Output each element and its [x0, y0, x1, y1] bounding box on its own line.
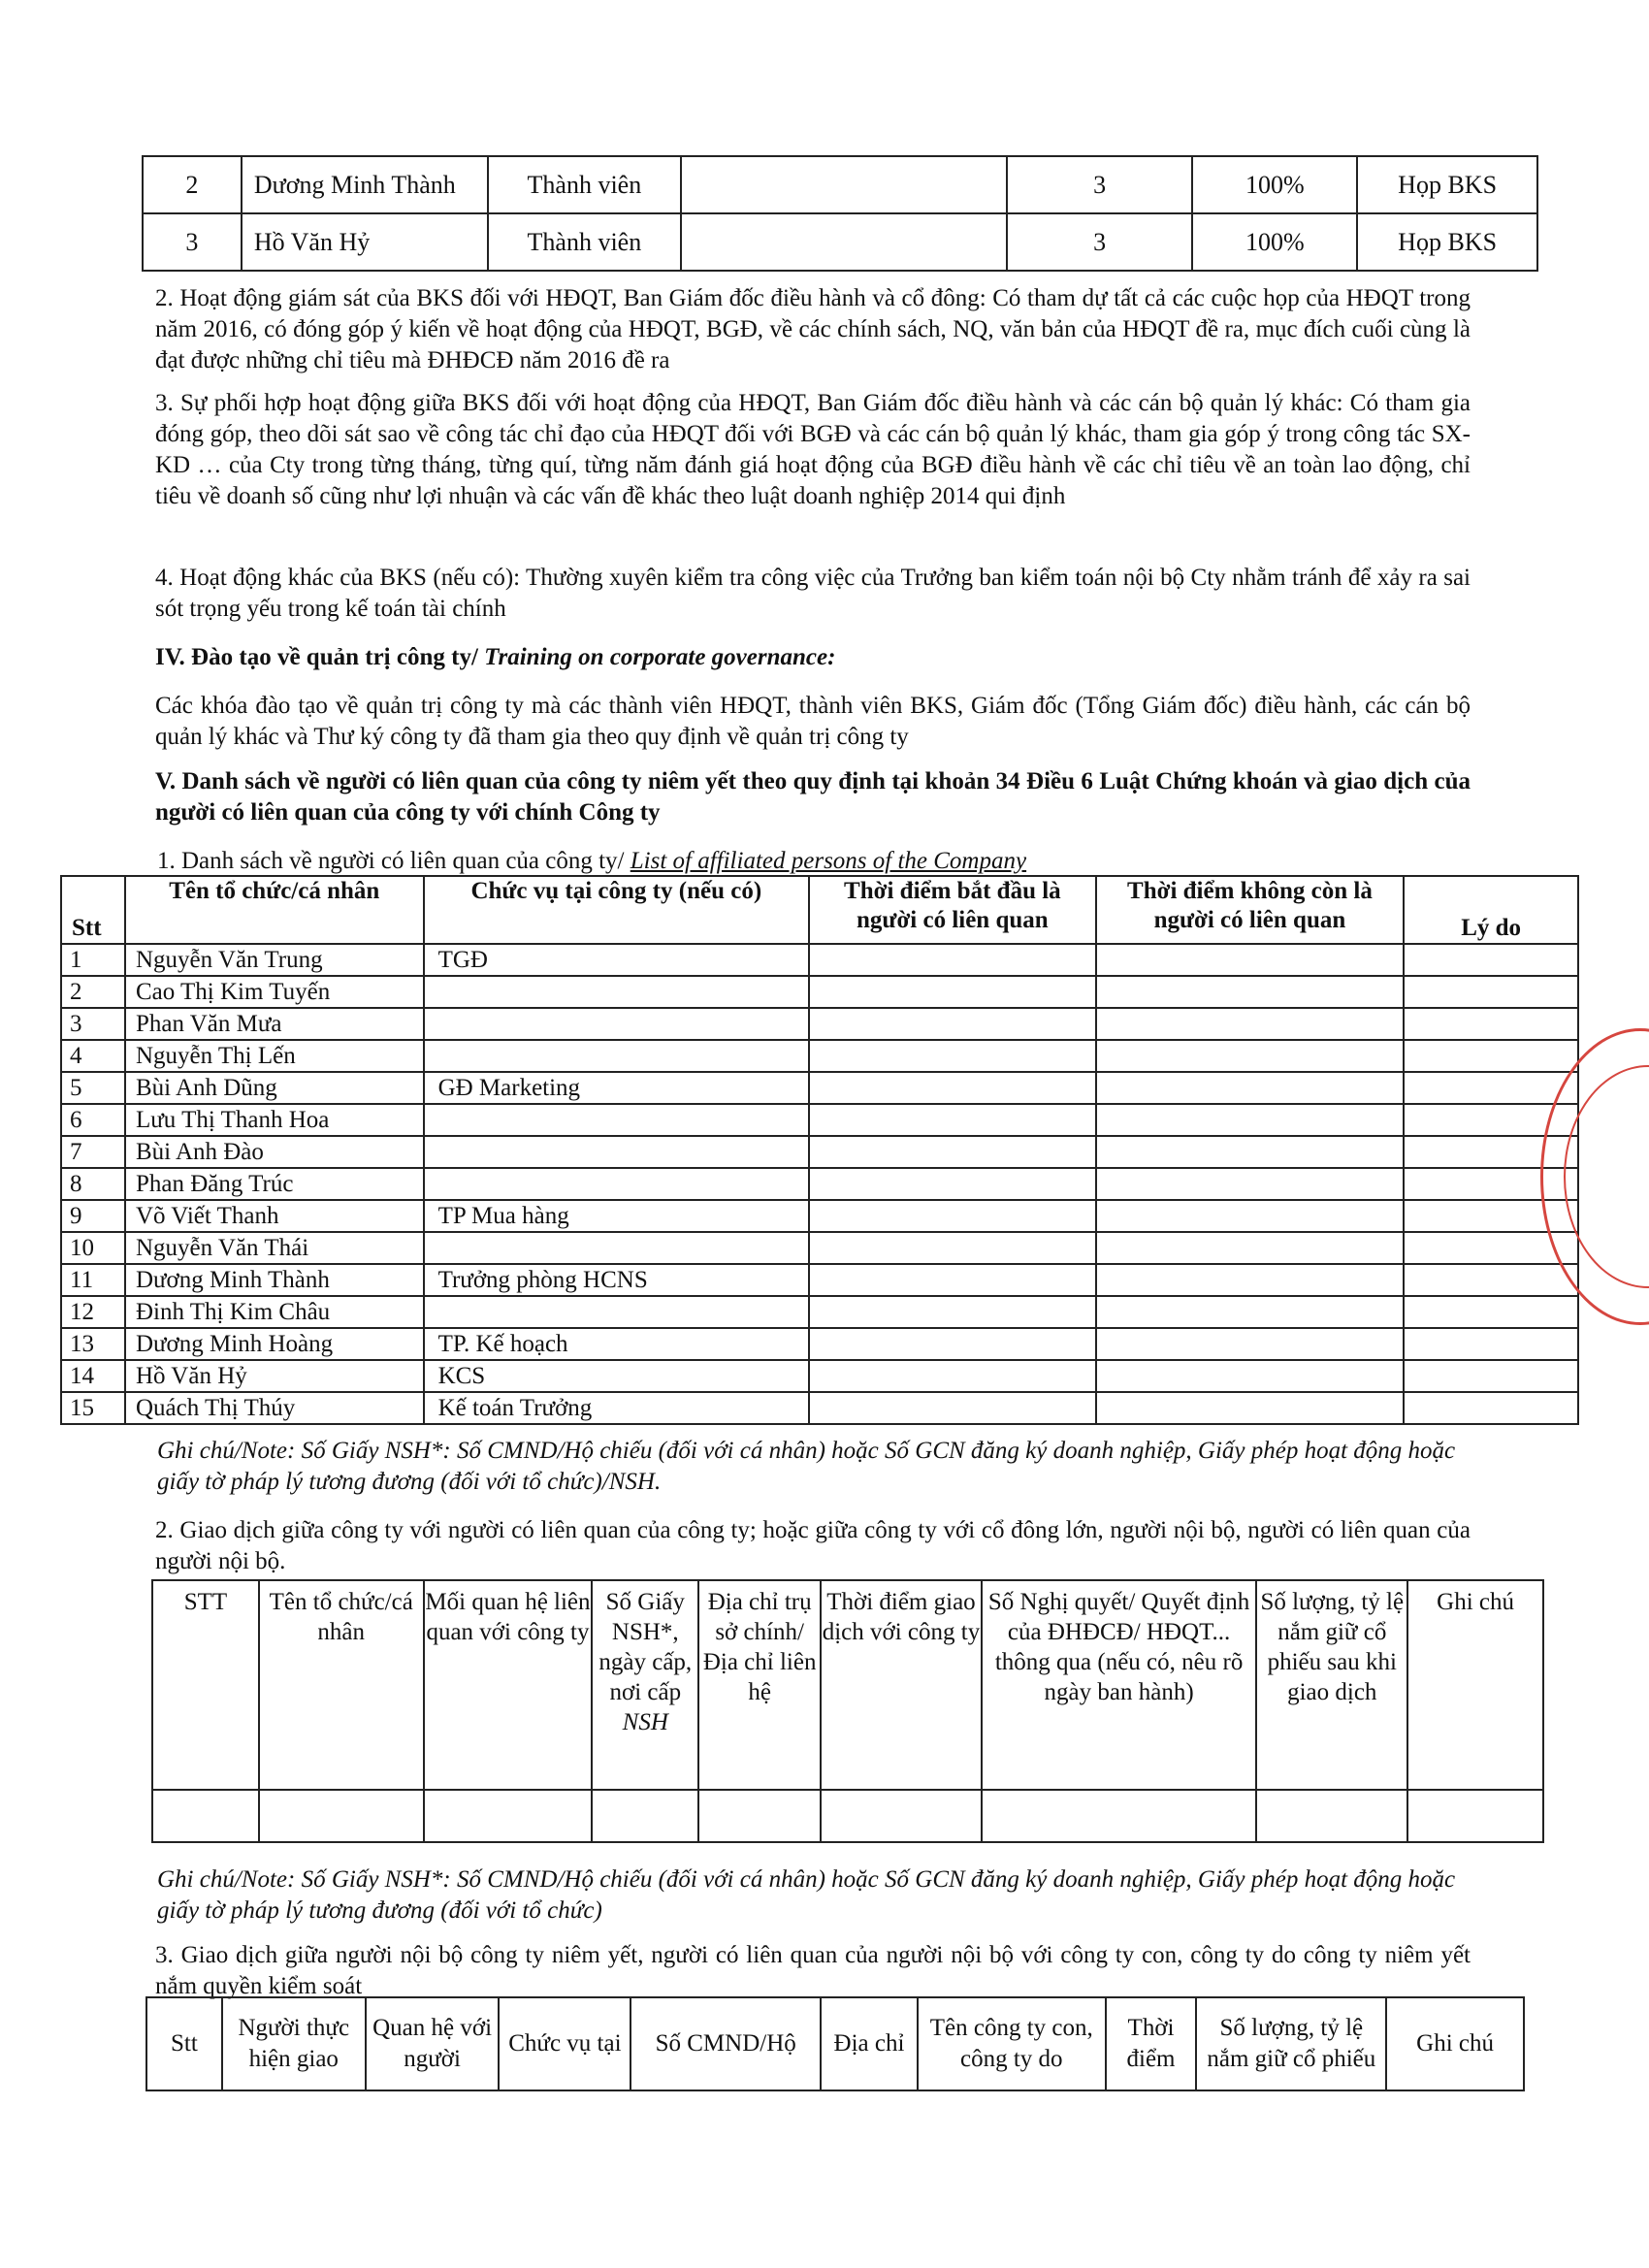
header-stt: Stt: [146, 1997, 222, 2090]
row-end-time: [1096, 1104, 1405, 1136]
header-nsh: [592, 1580, 698, 1790]
header-start-time: Thời điểm bắt đầu là người có liên quan: [809, 876, 1096, 944]
attendance-rate: 100%: [1192, 156, 1357, 213]
row-start-time: [809, 1072, 1096, 1104]
meeting-count: 3: [1007, 213, 1193, 271]
row-start-time: [809, 1200, 1096, 1232]
table-row: [61, 976, 1578, 1008]
row-name: Hồ Văn Hỷ: [125, 1360, 424, 1392]
section-iv-title: IV. Đào tạo về quản trị công ty/: [155, 644, 485, 670]
table-row: [143, 213, 1537, 271]
table-header-row: [152, 1580, 1543, 1790]
paragraph-training: Các khóa đào tạo về quản trị công ty mà các thành viên HĐQT, thành viên BKS, Giám đốc (Tổng Giám đốc) điều hành, các cán bộ quản lý khác và Thư ký công ty đã tham gia theo quy định về quản trị công ty: [155, 693, 1471, 750]
row-stt: 9: [61, 1200, 125, 1232]
row-stt: 7: [61, 1136, 125, 1168]
row-position: [424, 976, 810, 1008]
member-name: Dương Minh Thành: [242, 156, 488, 213]
row-end-time: [1096, 1296, 1405, 1328]
header-reason: Lý do: [1404, 876, 1578, 944]
row-name: Cao Thị Kim Tuyến: [125, 976, 424, 1008]
empty-cell: [698, 1790, 821, 1842]
header-shares: Số lượng, tỷ lệ nắm giữ cổ phiếu: [1196, 1997, 1386, 2090]
row-position: TP Mua hàng: [424, 1200, 810, 1232]
header-nsh-text: Số Giấy NSH*, ngày cấp, nơi cấp: [598, 1589, 693, 1705]
row-reason: [1404, 1008, 1578, 1040]
row-position: [424, 1232, 810, 1264]
row-position: TGĐ: [424, 944, 810, 976]
table-header-row: [61, 876, 1578, 944]
row-position: TP. Kế hoạch: [424, 1328, 810, 1360]
note-nsh-2: Ghi chú/Note: Số Giấy NSH*: Số CMND/Hộ chiếu (đối với cá nhân) hoặc Số GCN đăng ký doanh nghiệp, Giấy phép hoạt động hoặc giấy tờ pháp lý tương đương (đối với tổ chức): [157, 1866, 1456, 1924]
header-executor: Người thực hiện giao: [222, 1997, 366, 2090]
row-name: Bùi Anh Đào: [125, 1136, 424, 1168]
header-end-time: Thời điểm không còn là người có liên quan: [1096, 876, 1405, 944]
row-end-time: [1096, 1008, 1405, 1040]
empty-cell: [821, 1790, 982, 1842]
blank-cell: [681, 156, 1006, 213]
row-name: Nguyễn Văn Thái: [125, 1232, 424, 1264]
empty-cell: [424, 1790, 593, 1842]
row-start-time: [809, 1232, 1096, 1264]
row-position: [424, 1008, 810, 1040]
row-start-time: [809, 1008, 1096, 1040]
header-resolution: Số Nghị quyết/ Quyết định của ĐHĐCĐ/ HĐQT... thông qua (nếu có, nêu rõ ngày ban hành): [982, 1580, 1257, 1790]
empty-cell: [152, 1790, 259, 1842]
table-row: [61, 1168, 1578, 1200]
header-relation: Mối quan hệ liên quan với công ty: [424, 1580, 593, 1790]
row-reason: [1404, 976, 1578, 1008]
row-reason: [1404, 1360, 1578, 1392]
paragraph-supervision: 2. Hoạt động giám sát của BKS đối với HĐQT, Ban Giám đốc điều hành và cổ đông: Có tham dự tất cả các cuộc họp của HĐQT trong năm 2016, có đóng góp ý kiến về hoạt động của HĐQT, BGĐ, về các chính sách, NQ, văn bản của HĐQT đề ra, mục đích cuối cùng là đạt được những chỉ tiêu mà ĐHĐCĐ năm 2016 đề ra: [155, 285, 1471, 373]
table-row: [61, 1296, 1578, 1328]
member-role: Thành viên: [488, 213, 682, 271]
row-position: [424, 1296, 810, 1328]
section-iv-heading: [155, 642, 1471, 673]
meeting-note: Họp BKS: [1357, 213, 1537, 271]
table-row: [61, 1360, 1578, 1392]
row-stt: 5: [61, 1072, 125, 1104]
row-name: Đinh Thị Kim Châu: [125, 1296, 424, 1328]
row-position: [424, 1136, 810, 1168]
row-stt: 8: [61, 1168, 125, 1200]
section-iv-title-english: Training on corporate governance:: [484, 644, 836, 670]
header-name: Tên tổ chức/cá nhân: [125, 876, 424, 944]
row-stt: 1: [61, 944, 125, 976]
affiliated-persons-body: [61, 944, 1578, 1424]
row-stt: 11: [61, 1264, 125, 1296]
affiliated-persons-table: [60, 875, 1579, 1425]
row-end-time: [1096, 1328, 1405, 1360]
table-row: [61, 1104, 1578, 1136]
row-stt: 2: [61, 976, 125, 1008]
row-name: Nguyễn Thị Lến: [125, 1040, 424, 1072]
table-row: [152, 1790, 1543, 1842]
bks-meeting-table: [142, 155, 1538, 272]
member-name: Hồ Văn Hỷ: [242, 213, 488, 271]
header-position: Chức vụ tại công ty (nếu có): [424, 876, 810, 944]
header-address: Địa chỉ trụ sở chính/ Địa chỉ liên hệ: [698, 1580, 821, 1790]
header-subsidiary-name: Tên công ty con, công ty do: [918, 1997, 1106, 2090]
header-stt: Stt: [61, 876, 125, 944]
empty-cell: [982, 1790, 1257, 1842]
row-start-time: [809, 1168, 1096, 1200]
row-start-time: [809, 1264, 1096, 1296]
row-start-time: [809, 1104, 1096, 1136]
row-reason: [1404, 1040, 1578, 1072]
row-start-time: [809, 1040, 1096, 1072]
row-stt: 6: [61, 1104, 125, 1136]
subsection-1-title: 1. Danh sách về người có liên quan của công ty/: [157, 848, 630, 874]
table-row: [61, 1072, 1578, 1104]
table-row: [61, 944, 1578, 976]
subsection-1-title-english: List of affiliated persons of the Company: [630, 848, 1027, 874]
table-row: [61, 1040, 1578, 1072]
table-header-row: [146, 1997, 1524, 2090]
table-row: [61, 1008, 1578, 1040]
row-start-time: [809, 1296, 1096, 1328]
row-end-time: [1096, 1072, 1405, 1104]
row-start-time: [809, 1136, 1096, 1168]
row-name: Phan Đăng Trúc: [125, 1168, 424, 1200]
subsection-3-heading: 3. Giao dịch giữa người nội bộ công ty niêm yết, người có liên quan của người nội bộ với công ty con, công ty do công ty niêm yết nắm quyền kiểm soát: [155, 1942, 1471, 1999]
row-position: [424, 1104, 810, 1136]
row-start-time: [809, 976, 1096, 1008]
row-position: Trưởng phòng HCNS: [424, 1264, 810, 1296]
row-stt: 4: [61, 1040, 125, 1072]
row-start-time: [809, 1328, 1096, 1360]
header-transaction-time: Thời điểm giao dịch với công ty: [821, 1580, 982, 1790]
header-name: Tên tổ chức/cá nhân: [259, 1580, 424, 1790]
row-reason: [1404, 1264, 1578, 1296]
row-end-time: [1096, 1136, 1405, 1168]
row-stt: 13: [61, 1328, 125, 1360]
table-row: [61, 1232, 1578, 1264]
empty-cell: [1256, 1790, 1407, 1842]
row-stt: 15: [61, 1392, 125, 1424]
meeting-note: Họp BKS: [1357, 156, 1537, 213]
member-number: 3: [143, 213, 242, 271]
row-name: Bùi Anh Dũng: [125, 1072, 424, 1104]
row-reason: [1404, 1392, 1578, 1424]
table-row: [61, 1200, 1578, 1232]
row-stt: 10: [61, 1232, 125, 1264]
blank-cell: [681, 213, 1006, 271]
table-row: [61, 1264, 1578, 1296]
row-reason: [1404, 1072, 1578, 1104]
row-reason: [1404, 944, 1578, 976]
transactions-table: [151, 1579, 1544, 1843]
paragraph-other-activities: 4. Hoạt động khác của BKS (nếu có): Thường xuyên kiểm tra công việc của Trưởng ban kiểm toán nội bộ Cty nhằm tránh để xảy ra sai sót trọng yếu trong kế toán tài chính: [155, 565, 1471, 622]
subsidiary-transactions-table: [146, 1996, 1525, 2091]
table-row: [61, 1136, 1578, 1168]
section-v-heading: V. Danh sách về người có liên quan của công ty niêm yết theo quy định tại khoản 34 Điều 6 Luật Chứng khoán và giao dịch của người có liên quan của công ty với chính Công ty: [155, 768, 1471, 826]
empty-cell: [592, 1790, 698, 1842]
header-address: Địa chỉ: [821, 1997, 918, 2090]
row-end-time: [1096, 1392, 1405, 1424]
row-position: GĐ Marketing: [424, 1072, 810, 1104]
header-time: Thời điểm: [1106, 1997, 1197, 2090]
row-name: Quách Thị Thúy: [125, 1392, 424, 1424]
row-end-time: [1096, 1360, 1405, 1392]
row-stt: 14: [61, 1360, 125, 1392]
row-stt: 12: [61, 1296, 125, 1328]
row-name: Phan Văn Mưa: [125, 1008, 424, 1040]
row-name: Lưu Thị Thanh Hoa: [125, 1104, 424, 1136]
empty-cell: [259, 1790, 424, 1842]
row-start-time: [809, 944, 1096, 976]
row-end-time: [1096, 1232, 1405, 1264]
header-shares: Số lượng, tỷ lệ nắm giữ cổ phiếu sau khi giao dịch: [1256, 1580, 1407, 1790]
header-note: Ghi chú: [1386, 1997, 1524, 2090]
row-reason: [1404, 1328, 1578, 1360]
row-position: [424, 1040, 810, 1072]
note-nsh-1: Ghi chú/Note: Số Giấy NSH*: Số CMND/Hộ chiếu (đối với cá nhân) hoặc Số GCN đăng ký doanh nghiệp, Giấy phép hoạt động hoặc giấy tờ pháp lý tương đương (đối với tổ chức)/NSH.: [157, 1438, 1456, 1495]
row-name: Dương Minh Hoàng: [125, 1328, 424, 1360]
row-end-time: [1096, 944, 1405, 976]
header-position: Chức vụ tại: [499, 1997, 630, 2090]
empty-cell: [1407, 1790, 1543, 1842]
header-stt: STT: [152, 1580, 259, 1790]
meeting-count: 3: [1007, 156, 1193, 213]
row-position: Kế toán Trưởng: [424, 1392, 810, 1424]
header-nsh-italic: NSH: [622, 1709, 668, 1735]
header-note: Ghi chú: [1407, 1580, 1543, 1790]
row-name: Nguyễn Văn Trung: [125, 944, 424, 976]
subsection-2-heading: 2. Giao dịch giữa công ty với người có liên quan của công ty; hoặc giữa công ty với cổ đông lớn, người nội bộ, người có liên quan của người nội bộ.: [155, 1517, 1471, 1574]
table-row: [61, 1392, 1578, 1424]
row-end-time: [1096, 1200, 1405, 1232]
row-name: Dương Minh Thành: [125, 1264, 424, 1296]
row-position: [424, 1168, 810, 1200]
row-position: KCS: [424, 1360, 810, 1392]
paragraph-coordination: 3. Sự phối hợp hoạt động giữa BKS đối với hoạt động của HĐQT, Ban Giám đốc điều hành và các cán bộ quản lý khác: Có tham gia đóng góp, theo dõi sát sao về công tác chỉ đạo của HĐQT đối với BGĐ và các cán bộ quản lý khác, tham gia góp ý trong công tác SX-KD … của Cty trong từng tháng, từng quí, từng năm đánh giá hoạt động của BGĐ điều hành về các chỉ tiêu về an toàn lao động, chỉ tiêu về doanh số cũng như lợi nhuận và các vấn đề khác theo luật doanh nghiệp 2014 qui định: [155, 390, 1471, 509]
row-end-time: [1096, 1040, 1405, 1072]
row-start-time: [809, 1392, 1096, 1424]
row-name: Võ Viết Thanh: [125, 1200, 424, 1232]
table-row: [61, 1328, 1578, 1360]
row-stt: 3: [61, 1008, 125, 1040]
attendance-rate: 100%: [1192, 213, 1357, 271]
header-relation: Quan hệ với người: [366, 1997, 500, 2090]
subsection-1-heading: [157, 846, 1472, 877]
row-start-time: [809, 1360, 1096, 1392]
row-end-time: [1096, 976, 1405, 1008]
member-number: 2: [143, 156, 242, 213]
row-end-time: [1096, 1168, 1405, 1200]
row-end-time: [1096, 1264, 1405, 1296]
table-row: [143, 156, 1537, 213]
header-id-number: Số CMND/Hộ: [630, 1997, 821, 2090]
row-reason: [1404, 1296, 1578, 1328]
member-role: Thành viên: [488, 156, 682, 213]
